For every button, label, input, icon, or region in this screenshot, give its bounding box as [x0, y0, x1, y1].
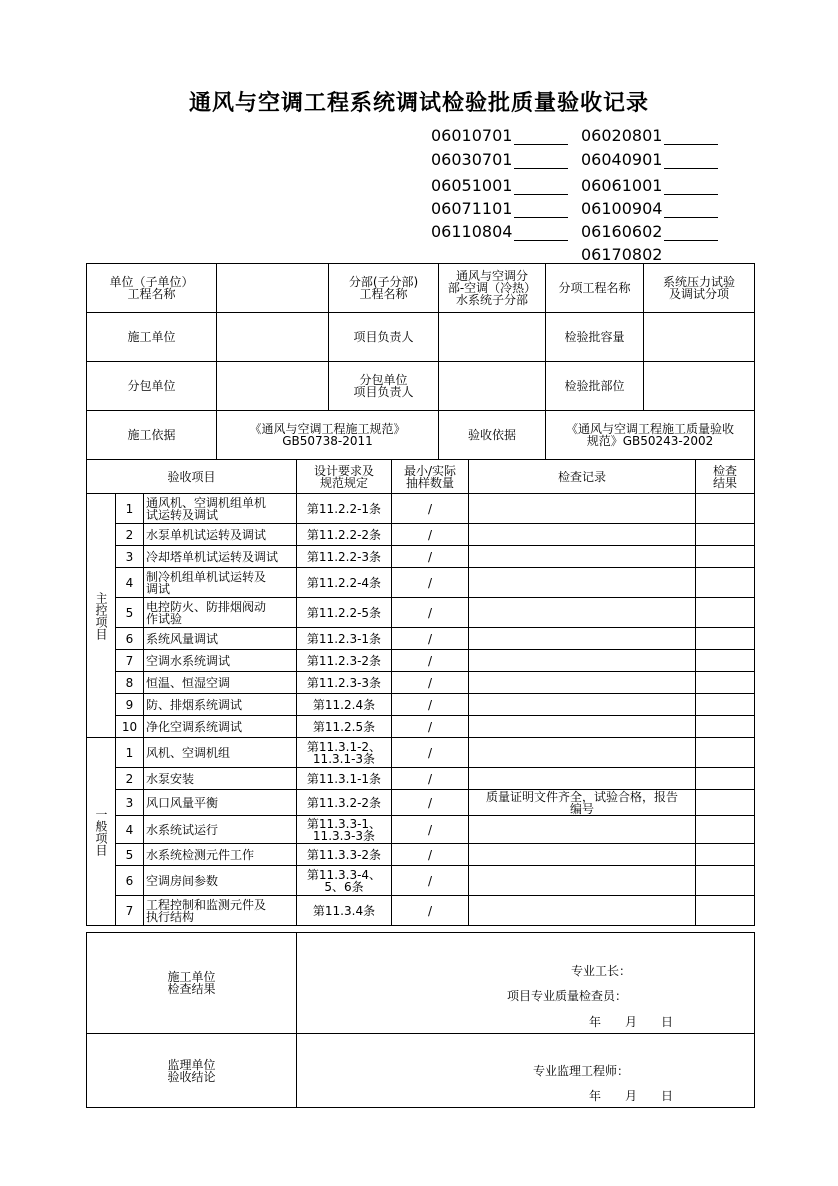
item-result[interactable] — [696, 672, 755, 694]
item-clause: 第11.3.1-1条 — [297, 768, 392, 790]
item-record[interactable] — [469, 524, 696, 546]
item-sample: / — [392, 598, 469, 628]
code-item: 06071101 — [431, 199, 568, 218]
item-result[interactable] — [696, 844, 755, 866]
item-sample: / — [392, 866, 469, 896]
unit-name-label: 单位（子单位） 工程名称 — [87, 264, 217, 313]
item-record[interactable] — [469, 738, 696, 768]
item-result[interactable] — [696, 598, 755, 628]
table-row — [87, 628, 755, 650]
item-name: 水泵单机试运转及调试 — [144, 524, 297, 546]
code-item: 06010701 — [431, 126, 568, 145]
division-label: 分部(子分部) 工程名称 — [329, 264, 439, 313]
item-sample: / — [392, 524, 469, 546]
item-record[interactable] — [469, 816, 696, 844]
table-row — [87, 650, 755, 672]
code-item: 06160602 — [581, 222, 718, 241]
item-clause: 第11.2.4条 — [297, 694, 392, 716]
signature-table — [86, 932, 755, 1108]
item-clause: 第11.2.2-5条 — [297, 598, 392, 628]
item-name: 系统风量调试 — [144, 628, 297, 650]
item-sample: / — [392, 716, 469, 738]
item-sample: / — [392, 672, 469, 694]
item-number: 2 — [116, 768, 144, 790]
acceptance-basis-value: 《通风与空调工程施工质量验收 规范》GB50243-2002 — [546, 411, 755, 460]
item-clause: 第11.2.2-1条 — [297, 494, 392, 524]
item-sample: / — [392, 546, 469, 568]
item-number: 4 — [116, 568, 144, 598]
item-result[interactable] — [696, 738, 755, 768]
item-name: 水系统检测元件工作 — [144, 844, 297, 866]
table-row — [87, 524, 755, 546]
item-record[interactable] — [469, 628, 696, 650]
contractor-value[interactable] — [217, 313, 329, 362]
item-clause: 第11.2.2-2条 — [297, 524, 392, 546]
sub-item-value[interactable]: 系统压力试验 及调试分项 — [644, 264, 755, 313]
table-row — [87, 494, 755, 524]
item-number: 2 — [116, 524, 144, 546]
item-record[interactable] — [469, 650, 696, 672]
item-clause: 第11.3.1-2、 11.3.1-3条 — [297, 738, 392, 768]
item-number: 10 — [116, 716, 144, 738]
item-sample: / — [392, 568, 469, 598]
column-result: 检查 结果 — [696, 460, 755, 494]
item-clause: 第11.2.3-2条 — [297, 650, 392, 672]
item-record[interactable]: 质量证明文件齐全，试验合格，报告 编号 — [469, 790, 696, 816]
item-name: 净化空调系统调试 — [144, 716, 297, 738]
item-record[interactable] — [469, 694, 696, 716]
item-result[interactable] — [696, 650, 755, 672]
item-number: 5 — [116, 844, 144, 866]
item-sample: / — [392, 628, 469, 650]
item-name: 冷却塔单机试运转及调试 — [144, 546, 297, 568]
item-clause: 第11.2.3-1条 — [297, 628, 392, 650]
column-item: 验收项目 — [87, 460, 297, 494]
column-sample: 最小/实际 抽样数量 — [392, 460, 469, 494]
code-item: 06170802 — [581, 245, 718, 264]
item-name: 工程控制和监测元件及 执行结构 — [144, 896, 297, 926]
subcontractor-label: 分包单位 — [87, 362, 217, 411]
item-name: 电控防火、防排烟阀动 作试验 — [144, 598, 297, 628]
pm-value[interactable] — [439, 313, 546, 362]
capacity-value[interactable] — [644, 313, 755, 362]
foreman-label: 专业工长： — [571, 964, 632, 978]
code-item: 06100904 — [581, 199, 718, 218]
item-record[interactable] — [469, 896, 696, 926]
basis-label: 施工依据 — [87, 411, 217, 460]
item-clause: 第11.3.3-4、 5、6条 — [297, 866, 392, 896]
sub-item-label: 分项工程名称 — [546, 264, 644, 313]
item-result[interactable] — [696, 768, 755, 790]
item-clause: 第11.2.2-3条 — [297, 546, 392, 568]
code-item: 06110804 — [431, 222, 568, 241]
item-sample: / — [392, 738, 469, 768]
item-record[interactable] — [469, 844, 696, 866]
item-clause: 第11.3.2-2条 — [297, 790, 392, 816]
item-sample: / — [392, 768, 469, 790]
item-number: 4 — [116, 816, 144, 844]
item-sample: / — [392, 844, 469, 866]
item-number: 7 — [116, 650, 144, 672]
table-row — [87, 546, 755, 568]
code-item: 06040901 — [581, 150, 718, 169]
item-sample: / — [392, 896, 469, 926]
item-sample: / — [392, 816, 469, 844]
item-number: 7 — [116, 896, 144, 926]
item-result[interactable] — [696, 896, 755, 926]
table-row — [87, 716, 755, 738]
item-record[interactable] — [469, 866, 696, 896]
item-number: 6 — [116, 866, 144, 896]
item-result[interactable] — [696, 568, 755, 598]
item-result[interactable] — [696, 694, 755, 716]
table-row — [87, 790, 755, 816]
item-sample: / — [392, 650, 469, 672]
table-row — [87, 672, 755, 694]
code-item: 06020801 — [581, 126, 718, 145]
item-number: 3 — [116, 790, 144, 816]
item-record[interactable] — [469, 568, 696, 598]
item-number: 3 — [116, 546, 144, 568]
item-name: 恒温、恒湿空调 — [144, 672, 297, 694]
item-name: 制冷机组单机试运转及 调试 — [144, 568, 297, 598]
table-row — [87, 866, 755, 896]
pm-label: 项目负责人 — [329, 313, 439, 362]
item-result[interactable] — [696, 546, 755, 568]
table-row — [87, 896, 755, 926]
item-name: 水泵安装 — [144, 768, 297, 790]
items-table — [86, 459, 755, 926]
contractor-check-label: 施工单位 检查结果 — [87, 933, 297, 1034]
item-name: 风机、空调机组 — [144, 738, 297, 768]
item-result[interactable] — [696, 494, 755, 524]
code-item: 06051001 — [431, 176, 568, 195]
contractor-label: 施工单位 — [87, 313, 217, 362]
item-name: 水系统试运行 — [144, 816, 297, 844]
item-clause: 第11.2.2-4条 — [297, 568, 392, 598]
item-clause: 第11.2.3-3条 — [297, 672, 392, 694]
item-number: 9 — [116, 694, 144, 716]
item-number: 5 — [116, 598, 144, 628]
item-record[interactable] — [469, 494, 696, 524]
item-name: 通风机、空调机组单机 试运转及调试 — [144, 494, 297, 524]
item-number: 1 — [116, 494, 144, 524]
contractor-check-area[interactable] — [297, 933, 755, 1034]
contractor-date: 年 月 日 — [589, 1015, 674, 1029]
table-row — [87, 768, 755, 790]
item-result[interactable] — [696, 716, 755, 738]
basis-value: 《通风与空调工程施工规范》 GB50738-2011 — [217, 411, 439, 460]
acceptance-basis-label: 验收依据 — [439, 411, 546, 460]
sub-pm-label: 分包单位 项目负责人 — [329, 362, 439, 411]
item-clause: 第11.3.3-1、 11.3.3-3条 — [297, 816, 392, 844]
item-sample: / — [392, 494, 469, 524]
table-row — [87, 816, 755, 844]
item-sample: / — [392, 790, 469, 816]
header-table — [86, 263, 755, 460]
item-name: 防、排烟系统调试 — [144, 694, 297, 716]
item-clause: 第11.2.5条 — [297, 716, 392, 738]
table-row — [87, 568, 755, 598]
supervisor-date: 年 月 日 — [589, 1089, 674, 1103]
item-result[interactable] — [696, 816, 755, 844]
main-group-label: 主控项目 — [87, 494, 116, 738]
column-design: 设计要求及 规范规定 — [297, 460, 392, 494]
code-item: 06030701 — [431, 150, 568, 169]
table-row — [87, 844, 755, 866]
location-label: 检验批部位 — [546, 362, 644, 411]
table-row — [87, 598, 755, 628]
item-number: 1 — [116, 738, 144, 768]
column-record: 检查记录 — [469, 460, 696, 494]
item-name: 空调房间参数 — [144, 866, 297, 896]
item-record[interactable] — [469, 546, 696, 568]
item-record[interactable] — [469, 768, 696, 790]
item-record[interactable] — [469, 672, 696, 694]
item-clause: 第11.3.3-2条 — [297, 844, 392, 866]
item-sample: / — [392, 694, 469, 716]
item-number: 6 — [116, 628, 144, 650]
item-result[interactable] — [696, 790, 755, 816]
general-group-label: 一般项目 — [87, 738, 116, 926]
table-row — [87, 694, 755, 716]
supervisor-check-area[interactable] — [297, 1034, 755, 1108]
page-title: 通风与空调工程系统调试检验批质量验收记录 — [188, 91, 649, 116]
item-result[interactable] — [696, 866, 755, 896]
division-value[interactable]: 通风与空调分 部-空调（冷热） 水系统子分部 — [439, 264, 546, 313]
item-record[interactable] — [469, 716, 696, 738]
location-value[interactable] — [644, 362, 755, 411]
engineer-label: 专业监理工程师： — [533, 1064, 630, 1078]
subcontractor-value[interactable] — [217, 362, 329, 411]
item-number: 8 — [116, 672, 144, 694]
item-name: 风口风量平衡 — [144, 790, 297, 816]
item-clause: 第11.3.4条 — [297, 896, 392, 926]
item-name: 空调水系统调试 — [144, 650, 297, 672]
capacity-label: 检验批容量 — [546, 313, 644, 362]
supervisor-check-label: 监理单位 验收结论 — [87, 1034, 297, 1108]
unit-name-value[interactable] — [217, 264, 329, 313]
sub-pm-value[interactable] — [439, 362, 546, 411]
table-row — [87, 738, 755, 768]
item-result[interactable] — [696, 524, 755, 546]
code-item: 06061001 — [581, 176, 718, 195]
item-record[interactable] — [469, 598, 696, 628]
item-result[interactable] — [696, 628, 755, 650]
inspector-label: 项目专业质量检查员： — [507, 989, 628, 1003]
